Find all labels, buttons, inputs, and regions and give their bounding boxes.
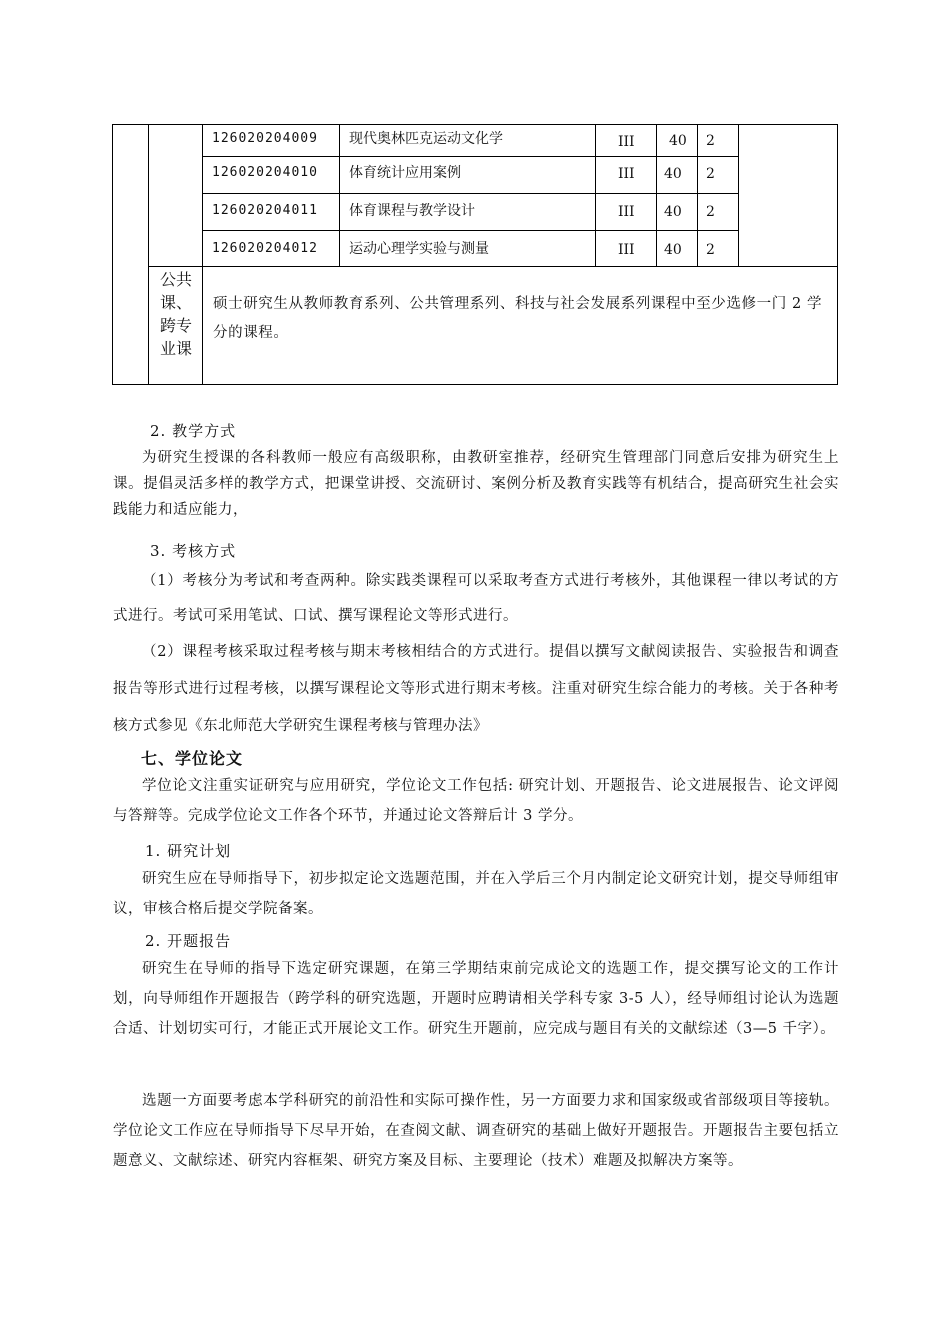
teaching-method-text: 为研究生授课的各科教师一般应有高级职称，由教研室推荐，经研究生管理部门同意后安排为研究生上课。提倡灵活多样的教学方式，把课堂讲授、交流研讨、案例分析及教育实践等有机结合，提高研究生社会实践能力和适应能力， [113,450,839,518]
course-hours: 40 [664,204,682,220]
assessment-p1: （1）考核分为考试和考查两种。除实践类课程可以采取考查方式进行考核外，其他课程一律以考试的方式进行。考试可采用笔试、口试、撰写课程论文等形式进行。 [113,573,839,624]
course-credits: 2 [706,242,715,258]
table-divider [202,193,739,194]
course-code: 126020204009 [212,131,318,146]
course-code: 126020204010 [212,165,318,180]
course-credits: 2 [706,166,715,182]
course-type: III [618,242,635,258]
table-divider [339,124,340,266]
course-type: III [618,134,635,150]
research-plan-heading: 1. 研究计划 [145,842,232,860]
table-divider [697,124,698,266]
course-code: 126020204011 [212,203,318,218]
table-divider [202,124,203,385]
proposal-heading: 2. 开题报告 [145,932,232,950]
thesis-intro: 学位论文注重实证研究与应用研究，学位论文工作包括: 研究计划、开题报告、论文进展报告、论文评阅与答辩等。完成学位论文工作各个环节，并通过论文答辩后计 3 学分。 [113,778,839,824]
course-type: III [618,166,635,182]
course-name: 体育课程与教学设计 [349,203,475,219]
course-hours: 40 [664,242,682,258]
table-divider [202,230,739,231]
table-divider [148,124,149,385]
proposal-p2: 选题一方面要考虑本学科研究的前沿性和实际可操作性，另一方面要力求和国家级或省部级项目等接轨。学位论文工作应在导师指导下尽早开始，在查阅文献、调查研究的基础上做好开题报告。开题报告主要包括立题意义、文献综述、研究内容框架、研究方案及目标、主要理论（技术）难题及拟解决方案等。 [113,1093,839,1169]
research-plan-text: 研究生应在导师指导下，初步拟定论文选题范围，并在入学后三个月内制定论文研究计划，提交导师组审议，审核合格后提交学院备案。 [113,871,839,917]
public-course-label: 公共 课、 跨专 业课 [159,270,192,358]
thesis-heading: 七、学位论文 [141,749,244,768]
teaching-method-heading: 2. 教学方式 [150,422,237,440]
public-course-note: 硕士研究生从教师教育系列、公共管理系列、科技与社会发展系列课程中至少选修一门 2 学分的课程。 [213,296,823,341]
course-name: 运动心理学实验与测量 [349,241,489,257]
course-name: 现代奥林匹克运动文化学 [349,131,503,147]
table-divider [656,124,657,266]
table-divider [595,124,596,266]
course-hours: 40 [669,133,687,149]
course-type: III [618,204,635,220]
proposal-p1: 研究生在导师的指导下选定研究课题，在第三学期结束前完成论文的选题工作，提交撰写论文的工作计划，向导师组作开题报告（跨学科的研究选题，开题时应聘请相关学科专家 3-5 人），经导师组讨论认为选题合适、计划切实可行，才能正式开展论文工作。研究生开题前，应完成与题目有关的文献综述（3—5 千字）。 [113,961,839,1037]
table-divider [148,266,838,267]
course-credits: 2 [706,204,715,220]
assessment-p2: （2）课程考核采取过程考核与期末考核相结合的方式进行。提倡以撰写文献阅读报告、实验报告和调查报告等形式进行过程考核，以撰写课程论文等形式进行期末考核。注重对研究生综合能力的考核。关于各种考核方式参见《东北师范大学研究生课程考核与管理办法》 [113,644,839,734]
course-credits: 2 [706,133,715,149]
table-divider [202,156,739,157]
course-code: 126020204012 [212,241,318,256]
assessment-heading: 3. 考核方式 [150,542,237,560]
course-name: 体育统计应用案例 [349,165,461,181]
table-divider [738,124,739,266]
course-hours: 40 [664,166,682,182]
